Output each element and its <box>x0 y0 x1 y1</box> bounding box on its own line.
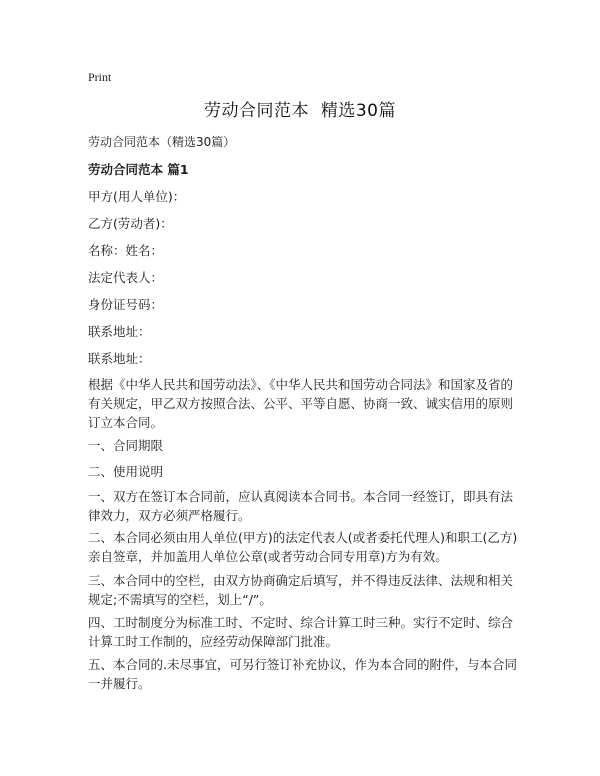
party-a-line: 甲方(用人单位)： <box>88 189 186 204</box>
print-label: Print <box>88 70 112 84</box>
document-subtitle: 劳动合同范本（精选30篇） <box>88 135 236 149</box>
id-number-line: 身份证号码： <box>88 297 164 312</box>
note-paragraph-5: 五、本合同的.未尽事宜，可另行签订补充协议，作为本合同的附件，与本合同一并履行。 <box>88 657 517 691</box>
note-paragraph-4: 四、工时制度分为标准工时、不定时、综合计算工时三种。实行不定时、综合计算工时工作制的，应经劳动保障部门批准。 <box>88 615 514 649</box>
name-line: 名称：姓名： <box>88 243 164 258</box>
legal-representative-line: 法定代表人： <box>88 270 164 285</box>
note-paragraph-1: 一、双方在签订本合同前，应认真阅读本合同书。本合同一经签订，即具有法律效力，双方必须严格履行。 <box>88 489 514 523</box>
clause-contract-term: 一、合同期限 <box>88 438 164 453</box>
clause-usage-notes: 二、使用说明 <box>88 464 164 479</box>
section-heading: 劳动合同范本 篇1 <box>88 162 189 177</box>
party-b-line: 乙方(劳动者)： <box>88 216 173 231</box>
note-paragraph-3: 三、本合同中的空栏，由双方协商确定后填写，并不得违反法律、法规和相关规定;不需填写的空栏，划上“/”。 <box>88 573 514 607</box>
address-line-1: 联系地址： <box>88 324 151 339</box>
intro-paragraph: 根据《中华人民共和国劳动法》、《中华人民共和国劳动合同法》和国家及省的有关规定，甲乙双方按照合法、公平、平等自愿、协商一致、诚实信用的原则订立本合同。 <box>88 377 514 430</box>
page-title: 劳动合同范本 精选30篇 <box>204 101 396 121</box>
note-paragraph-2: 二、本合同必须由用人单位(甲方)的法定代表人(或者委托代理人)和职工(乙方)亲自签章，并加盖用人单位公章(或者劳动合同专用章)方为有效。 <box>88 530 518 564</box>
address-line-2: 联系地址： <box>88 351 151 366</box>
